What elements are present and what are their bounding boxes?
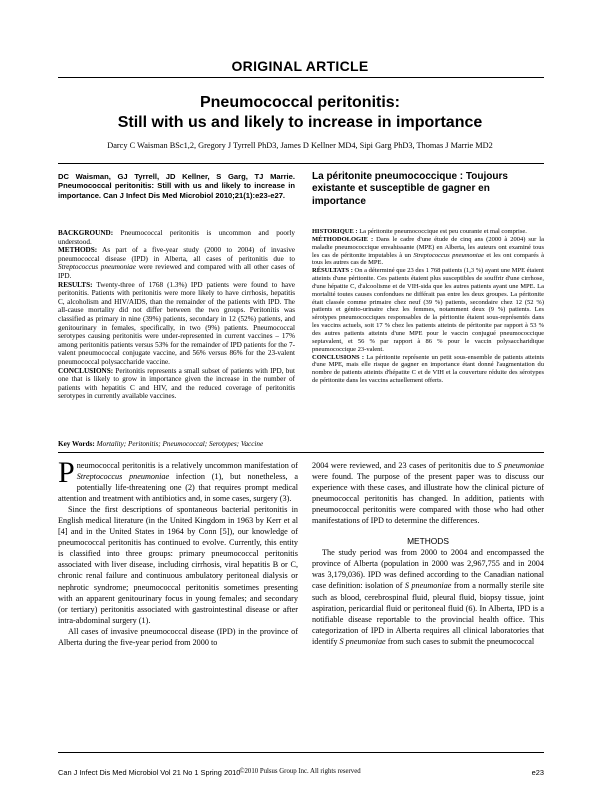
footer-journal: Can J Infect Dis Med Microbiol Vol 21 No 1 Spring 2010 (58, 768, 241, 777)
footer-copyright: ©2010 Pulsus Group Inc. All rights reserved (239, 768, 361, 775)
results-label: RESULTS: (58, 280, 93, 289)
footnote-rule (58, 752, 544, 753)
keywords-label: Key Words: (58, 440, 95, 448)
methods-organism: Streptococcus pneumoniae (58, 263, 136, 272)
section-label: ORIGINAL ARTICLE (231, 58, 369, 74)
methodologie-text: Dans le cadre d'une étude de cinq ans (2000 à 2004) sur la maladie pneumococcique envahissante (MPE) en Alberta, les auteurs ont examiné tous les cas de péritonite imputables à un (312, 235, 544, 259)
purpose-organism: S pneumoniae (497, 461, 544, 470)
background-text: Pneumococcal peritonitis is uncommon and poorly understood. (58, 229, 296, 246)
keywords (58, 440, 544, 448)
header-rule (58, 77, 544, 78)
body-column-right (312, 460, 544, 647)
keywords-list: Mortality; Peritonitis; Pneumococcal; Serotypes; Vaccine (96, 440, 264, 448)
cases-paragraph: All cases of invasive pneumococcal disease (IPD) in the province of Alberta during the five-year period from 2000 to (58, 626, 298, 647)
author-list: Darcy C Waisman BSc1,2, Gregory J Tyrrell PhD3, James D Kellner MD4, Sipi Garg PhD3, Thomas J Marrie MD2 (107, 141, 493, 150)
body-column-left (58, 456, 299, 648)
historique-label: HISTORIQUE : (312, 228, 358, 235)
results-text: Twenty-three of 1768 (1.3%) IPD patients were found to have peritonitis. Patients with peritonitis were more likely to have cirrhosis, hepatitis C, alcoholism and HIV/AIDS, than the remainder of the patients with IPD. The all-cause mortality did not differ between the two groups. Peritonitis was classified as primary in nine (39%) patients, secondary in 12 (52%) patients, and genitourinary in females, specifically, in two (9%) patients. Pneumococcal serotypes causing peritonitis were under-represented in current vaccines – 17% among peritonitis patients versus 53% for the remainder of IPD patients for the 7-valent pneumococcal conjugate vaccine, and 56% versus 86% for the 23-valent pneumococcal polysaccharide vaccine. (58, 280, 295, 366)
intro-text: neumococcal peritonitis is a relatively uncommon manifestation of (76, 461, 298, 470)
methods-text: As part of a five-year study (2000 to 2004) of invasive pneumococcal disease (IPD) in Alberta, all cases of peritonitis due to (58, 246, 295, 263)
methodologie-text-end: et les ont comparés à tous les autres cas de MPE. (312, 251, 545, 267)
french-title: La péritonite pneumococcique : Toujours existante et susceptible de gagner en importance (312, 171, 508, 207)
footer-page-number: e23 (531, 768, 544, 777)
purpose-text-end: were found. The purpose of the present paper was to discuss our experience with these cases, and illustrate how the clinical picture of pneumococcal peritonitis has changed. In addition, patients with pneumococcal peritonitis were compared with those who had other manifestations of IPD to determine the differences. (312, 472, 544, 526)
methods-body-organism-2: S pneumoniae (339, 636, 386, 646)
dropcap-letter: P (58, 456, 75, 489)
methods-body-text: The study period was from 2000 to 2004 and encompassed the province of Alberta (population in 2000 was 2,967,755 and in 2004 was 3,179,036). IPD was defined according to the Canadian national case definition: isolation of (312, 548, 544, 591)
abstract-english (58, 229, 295, 401)
conclusions-fr-label: CONCLUSIONS : (312, 353, 365, 361)
conclusions-fr-text: La péritonite représente un petit sous-ensemble de patients atteints d'une MPE, mais elle risque de gagner en importance étant donné l'augmentation du nombre de patients atteints d'hépatite C et de VIH et la couverture réduite des sérotypes de péritonite dans les vaccins actuellement offerts. (312, 353, 545, 385)
methods-body-text-end: from such cases to submit the pneumococcal (387, 636, 535, 646)
historique-text: La péritonite pneumococcique est peu courante et mal comprise. (359, 228, 527, 235)
conclusions-text: Peritonitis represents a small subset of patients with IPD, but one that is likely to grow in importance given the increase in the number of patients with hepatitis C and HIV, and the reduced coverage of peritonitis serotypes in currently available vaccines. (58, 366, 295, 401)
article-title-line1: Pneumococcal peritonitis: (199, 94, 401, 111)
methods-body-text-mid: from a normally sterile site such as blood, cerebrospinal fluid, pleural fluid, biopsy tissue, joint aspiration, pericardial fluid or peritoneal fluid (6). In Alberta, IPD is a notifiable disease reportable to the provincial health office. This categorization of IPD in Alberta requires all clinical laboratories that identify (312, 581, 545, 646)
resultats-label: RÉSULTATS : (312, 267, 353, 275)
background-label: BACKGROUND: (58, 229, 114, 237)
intro-text-end: infection (1), but nonetheless, a potentially life-threatening one (2) that requires prompt medical attention and treatment with antibiotics and, in some cases, surgery (3). (58, 472, 299, 504)
methods-heading: METHODS (407, 536, 449, 547)
article-title-line2: Still with us and likely to increase in importance (117, 114, 483, 131)
citation: DC Waisman, GJ Tyrrell, JD Kellner, S Garg, TJ Marrie. Pneumococcal peritonitis: Still with us and likely to increase in importance. Can J Infect Dis Med Microbiol 2010;21(1):e23-e27. (58, 172, 295, 200)
abstract-bottom-rule (58, 452, 544, 453)
purpose-text: 2004 were reviewed, and 23 cases of peritonitis due to (312, 461, 495, 470)
methods-body-organism: S pneumoniae (404, 581, 452, 591)
methods-label: METHODS: (58, 246, 98, 255)
methods-text-end: were reviewed and compared with all other cases of IPD. (58, 263, 296, 280)
intro-organism: Streptococcus pneumoniae (76, 472, 170, 482)
history-paragraph: Since the first descriptions of spontaneous bacterial peritonitis in English medical literature (in the United Kingdom in 1963 by Kerr et al [4] and in the United States in 1964 by Conn [5]), our knowledge of pneumococcal peritonitis has continued to evolve. Currently, this entity is classified into three groups: primary pneumococcal peritonitis associated with liver disease, including cirrhosis, viral hepatitis B or C, chronic renal failure and continuous ambulatory peritoneal dialysis or nephrotic syndrome; pneumococcal peritonitis sometimes presenting with an apparent genitourinary focus in young females; and secondary (or tertiary) peritonitis associated with gastrointestinal disease or after intra-abdominal surgery (1). (58, 505, 298, 625)
methodologie-label: MÉTHODOLOGIE : (312, 235, 374, 243)
resultats-text: On a déterminé que 23 des 1 768 patients (1,3 %) ayant une MPE étaient atteints d'une péritonite. Ces patients étaient plus susceptibles de souffrir d'une cirrhose, d'une hépatite C, d'alcoolisme et de VIH-sida que les autres patients ayant une MPE. La mortalité toutes causes confondues ne différait pas entre les deux groupes. La péritonite était classée comme primaire chez neuf (39 %) patients, secondaire chez 12 (52 %) patients et génito-urinaire chez les femmes, notamment deux (9 %) patients. Les sérotypes pneumococciques responsables de la péritonite étaient sous-représentés dans les vaccins actuels, soit 17 % chez les patients atteints de péritonite par rapport à 53 % des autres patients atteints d'une MPE pour le vaccin conjugué pneumococcique septavalent, et 56 % par rapport à 86 % pour le vaccin polysaccharidique pneumococcique 23-valent. (312, 267, 544, 353)
methodologie-organism: Streptococcus pneumoniae (413, 251, 484, 259)
citation-rule (58, 163, 544, 164)
abstract-french (312, 228, 544, 385)
conclusions-label: CONCLUSIONS: (58, 366, 114, 375)
